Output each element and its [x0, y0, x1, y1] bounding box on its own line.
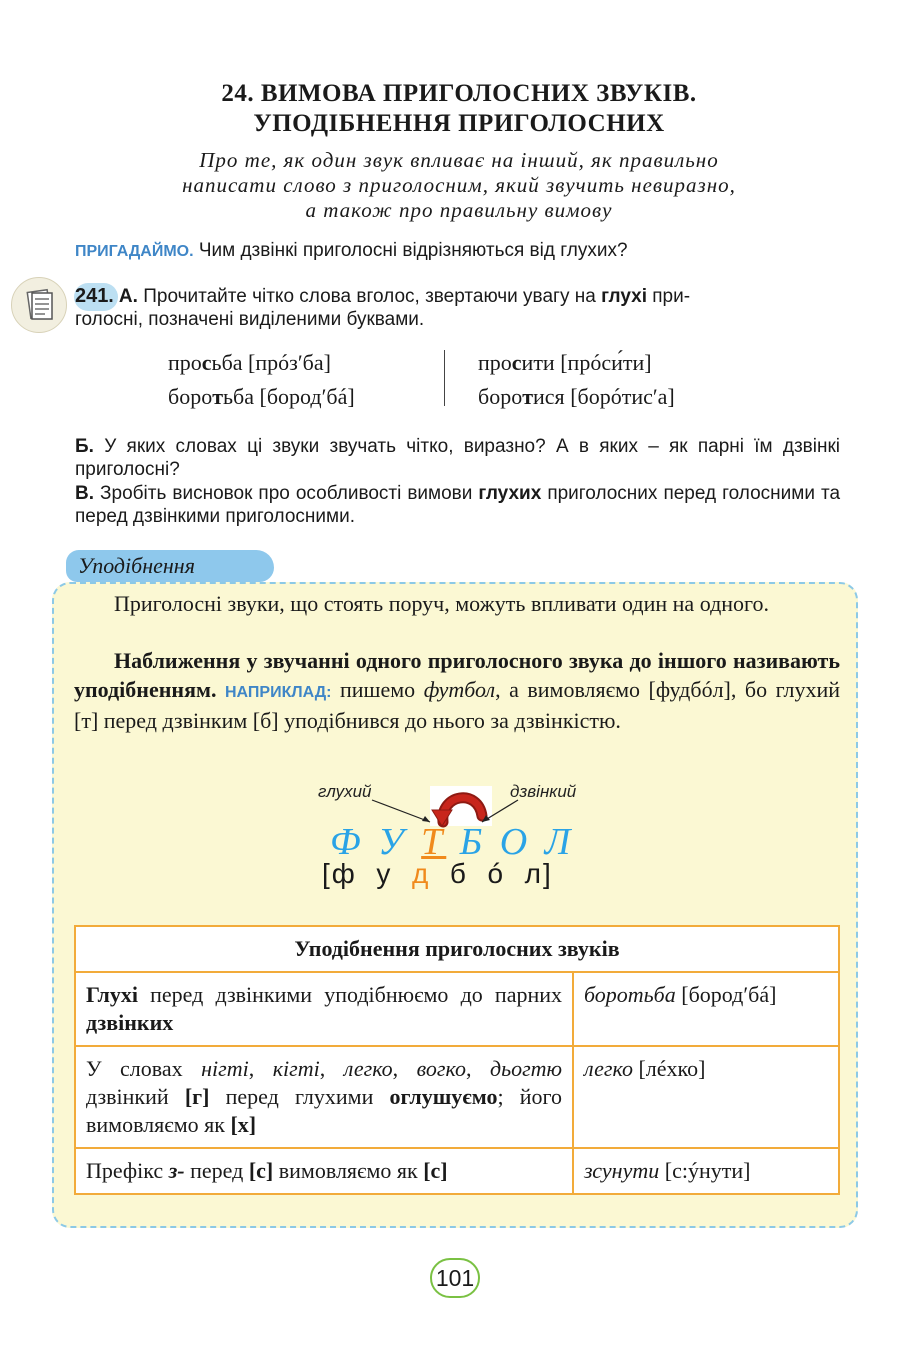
- table-header: Уподібнення приголосних звуків: [75, 926, 839, 972]
- remember-text: Чим дзвінкі приголосні відрізняються від глухих?: [198, 240, 628, 261]
- topic-tag: Уподібнення: [78, 553, 195, 578]
- word-prosyty: просити [прóси́ти]: [478, 350, 652, 375]
- letter-t: Т: [421, 821, 447, 863]
- rule-paragraph1: Приголосні звуки, що стоять поруч, можуть впливати один на одного.: [114, 591, 770, 616]
- exercise-a-label: . А.: [108, 286, 138, 307]
- page-number: 101: [430, 1258, 480, 1298]
- subtitle-line1: Про те, як один звук впливає на інший, як правильно: [199, 148, 719, 172]
- word-borotysia: боротися [борóтис′а]: [478, 384, 675, 409]
- table-row: Глухі перед дзвінкими уподібнюємо до парних дзвінких боротьба [бород′бá]: [75, 972, 839, 1046]
- notebook-icon: [11, 277, 67, 333]
- words-divider: [444, 350, 445, 406]
- assimilation-table: [74, 925, 840, 1195]
- exercise-a-text1: Прочитайте чітко слова вголос, звертаючи увагу на: [143, 286, 596, 307]
- exercise-part-b: Б. У яких словах ці звуки звучать чітко, виразно? А в яких – як парні їм дзвінкі приголосні?: [75, 436, 840, 480]
- table-row: Префікс з- перед [с] вимовляємо як [с] зсунути [с:ýнути]: [75, 1148, 839, 1194]
- subtitle-line2: написати слово з приголосним, який звучить невиразно,: [182, 173, 736, 197]
- subtitle-line3: а також про правильну вимову: [305, 198, 613, 222]
- table-row: У словах нігті, кігті, легко, вогко, дьогтю дзвінкий [г] перед глухими оглушуємо; його вимовляємо як [х] легко [лéхко]: [75, 1046, 839, 1148]
- exercise-a-bold: глухі: [601, 286, 647, 307]
- chapter-title-line1: 24. ВИМОВА ПРИГОЛОСНИХ ЗВУКІВ.: [221, 80, 697, 107]
- letter-b: Б: [459, 821, 487, 863]
- exercise-a-text2: при-: [652, 286, 691, 307]
- label-voiceless: глухий: [318, 782, 372, 801]
- letter-f: Ф: [330, 821, 365, 863]
- letter-l: Л: [544, 821, 575, 863]
- remember-question: [75, 240, 628, 262]
- exercise-number: 241: [75, 285, 109, 307]
- exercise-part-c: В. Зробіть висновок про особливості вимови глухих приголосних перед голосними та перед дзвінкими приголосними.: [75, 483, 841, 527]
- letter-o: О: [499, 821, 532, 863]
- word-borotba: боротьба [бород′бá]: [168, 384, 355, 409]
- exercise-part-a: [75, 285, 840, 331]
- rule-paragraph2: Наближення у звучанні одного приголосного звука до іншого називають уподібненням. НАПРИКЛАД: пишемо футбол, а вимовляємо [фудбóл], бо глухий [т] перед дзвінким [б] уподібнився до нього за дзвінкістю.: [74, 648, 841, 733]
- letter-u: У: [378, 821, 408, 863]
- label-voiced: дзвінкий: [510, 782, 577, 801]
- word-prosba: просьба [прóз′ба]: [168, 350, 331, 375]
- exercise-a-line2: голосні, позначені виділеними буквами.: [75, 309, 425, 330]
- chapter-title-line2: УПОДІБНЕННЯ ПРИГОЛОСНИХ: [253, 110, 665, 137]
- remember-label: ПРИГАДАЙМО.: [75, 243, 194, 260]
- football-transcription: [ф у д б ó л]: [322, 858, 553, 889]
